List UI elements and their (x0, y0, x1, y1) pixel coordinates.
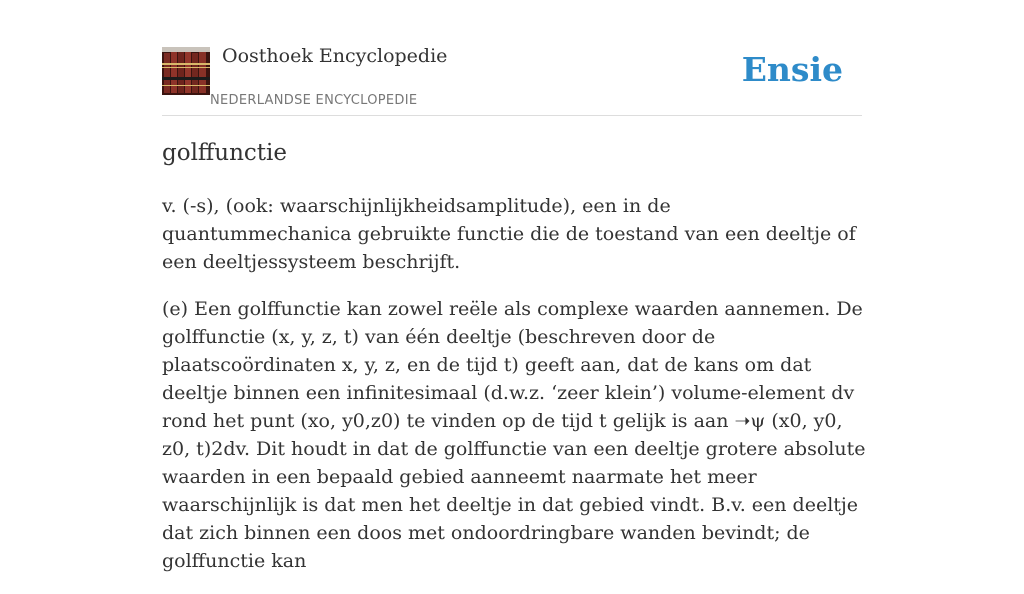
article-body (162, 192, 866, 594)
brand-logo-link[interactable]: Ensie (741, 50, 843, 89)
page-title: golffunctie (162, 140, 287, 166)
site-subtitle: NEDERLANDSE ENCYCLOPEDIE (210, 93, 418, 108)
article-paragraph: v. (-s), (ook: waarschijnlijkheidsamplitude), een in de quantummechanica gebruikte functie die de toestand van een deeltje of een deeltjessysteem beschrijft. (162, 195, 856, 273)
article-paragraph: (e) Een golffunctie kan zowel reële als complexe waarden aannemen. De golffunctie (x, y, z, t) van één deeltje (beschreven door de plaatscoördinaten x, y, z, en de tijd t) geeft aan, dat de kans om dat deeltje binnen een infinitesimaal (d.w.z. ‘zeer klein’) volume-element dv rond het punt (xo, y0,z0) te vinden op de tijd t gelijk is aan ➝ψ (x0, y0, z0, t)2dv. Dit houdt in dat de golffunctie van een deeltje grotere absolute waarden in een bepaald gebied aanneemt naarmate het meer waarschijnlijk is dat men het deeltje in dat gebied vindt. B.v. een deeltje dat zich binnen een doos met ondoordringbare wanden bevindt; de golffunctie kan (162, 298, 866, 572)
avatar[interactable] (162, 47, 210, 95)
site-header (162, 0, 862, 116)
page-container (162, 0, 866, 572)
site-title[interactable]: Oosthoek Encyclopedie (222, 45, 448, 67)
encyclopedia-books-icon (162, 47, 210, 95)
